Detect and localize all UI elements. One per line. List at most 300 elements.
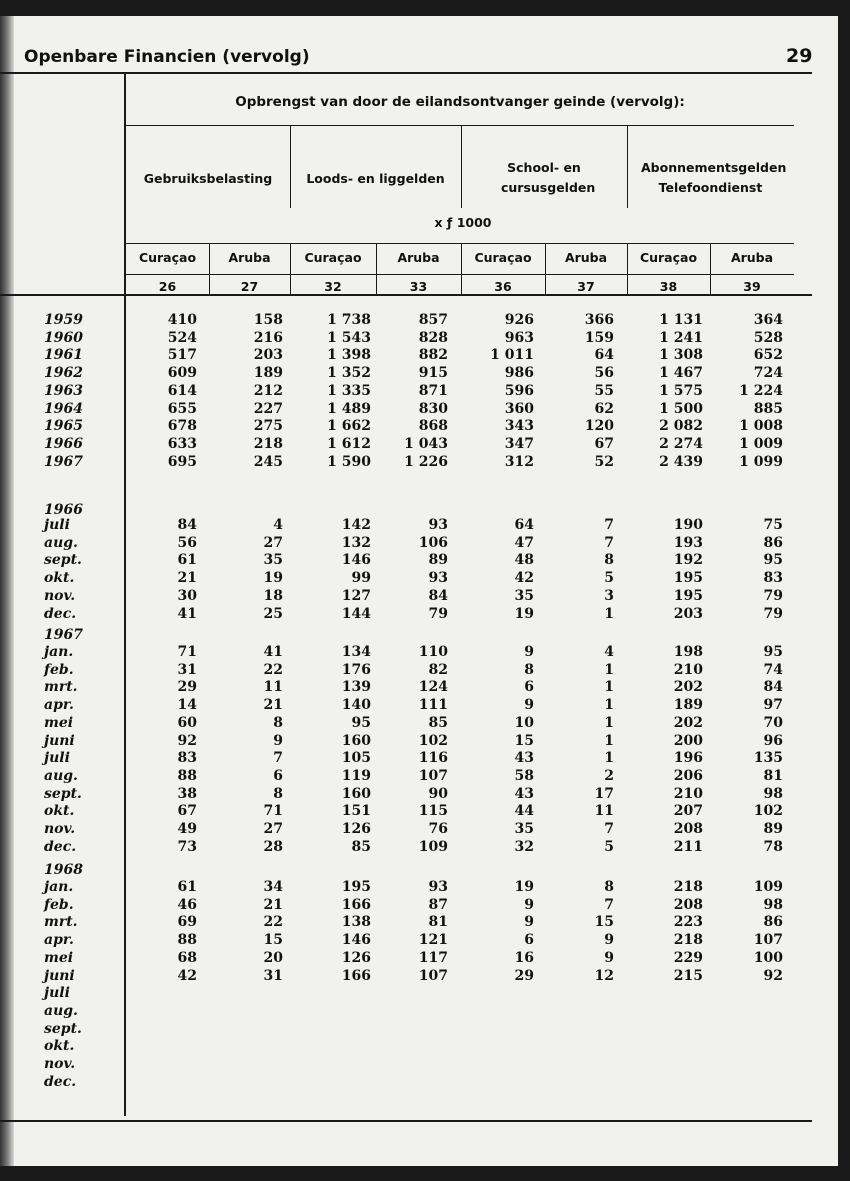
row-label: 1967 (44, 453, 83, 470)
row-label: 1966 (44, 435, 83, 452)
table-cell: 115 (418, 803, 448, 820)
table-cell: 830 (418, 400, 448, 417)
table-cell: 75 (763, 517, 783, 533)
row-label: apr. (44, 932, 74, 949)
table-cell: 73 (177, 838, 197, 855)
table-cell: 15 (263, 932, 283, 949)
row-label: 1960 (44, 329, 83, 346)
table-cell: 49 (177, 821, 197, 837)
table-cell: 9 (604, 932, 614, 949)
table-cell: 99 (351, 570, 371, 587)
column-number: 36 (494, 279, 512, 294)
table-cell: 1 099 (739, 453, 783, 470)
table-cell: 32 (514, 838, 534, 855)
row-label: juni (44, 967, 75, 984)
column-island-header: Aruba (397, 250, 440, 265)
table-cell: 1 575 (659, 382, 703, 399)
table-cell: 82 (428, 661, 448, 678)
table-cell: 132 (341, 534, 371, 551)
table-cell: 210 (673, 661, 703, 678)
table-cell: 88 (177, 932, 197, 949)
table-cell: 724 (753, 365, 783, 382)
row-label: apr. (44, 697, 74, 714)
group-heading-loodsgelden: Loods- en liggelden (306, 171, 445, 186)
table-cell: 41 (177, 605, 197, 622)
table-cell: 275 (253, 418, 283, 435)
table-cell: 109 (418, 838, 448, 855)
table-cell: 140 (341, 697, 371, 714)
table-cell: 68 (177, 949, 197, 966)
table-cell: 1 352 (327, 365, 371, 382)
year-heading: 1968 (44, 862, 83, 878)
table-cell: 868 (418, 418, 448, 435)
column-number: 38 (659, 279, 678, 294)
table-cell: 35 (263, 552, 283, 569)
row-label: feb. (44, 896, 74, 913)
table-cell: 98 (763, 896, 783, 913)
table-cell: 926 (504, 312, 534, 328)
table-cell: 61 (177, 552, 197, 569)
row-label: aug. (44, 767, 78, 784)
table-cell: 2 274 (659, 435, 703, 452)
row-label: dec. (44, 1073, 77, 1090)
table-cell: 84 (428, 587, 448, 604)
table-cell: 120 (584, 418, 614, 435)
table-cell: 86 (763, 914, 783, 931)
row-label: sept. (44, 1020, 82, 1037)
table-cell: 15 (594, 914, 614, 931)
column-number: 37 (577, 279, 595, 294)
table-cell: 64 (594, 347, 614, 364)
table-cell: 8 (273, 714, 283, 731)
row-label: sept. (44, 785, 82, 802)
table-cell: 193 (673, 534, 703, 551)
table-cell: 6 (524, 932, 534, 949)
table-cell: 189 (253, 365, 283, 382)
table-cell: 19 (514, 605, 534, 622)
row-label: dec. (44, 605, 77, 622)
table-cell: 56 (594, 365, 614, 382)
table-cell: 34 (263, 879, 283, 895)
table-cell: 218 (673, 932, 703, 949)
table-cell: 1 335 (327, 382, 371, 399)
section-title: Openbare Financien (vervolg) (24, 47, 310, 67)
row-label: okt. (44, 803, 75, 820)
table-cell: 93 (428, 517, 448, 533)
table-cell: 189 (673, 697, 703, 714)
table-cell: 52 (594, 453, 614, 470)
table-cell: 69 (177, 914, 197, 931)
row-label: 1962 (44, 365, 83, 382)
table-cell: 93 (428, 879, 448, 895)
table-cell: 410 (167, 312, 197, 328)
table-cell: 7 (604, 517, 614, 533)
table-cell: 8 (604, 879, 614, 895)
table-cell: 97 (763, 697, 783, 714)
column-island-header: Curaçao (639, 250, 698, 265)
table-cell: 9 (273, 732, 283, 749)
table-cell: 87 (428, 896, 448, 913)
table-cell: 1 467 (659, 365, 703, 382)
table-cell: 366 (584, 312, 614, 328)
island-rule (126, 274, 794, 275)
table-cell: 203 (673, 605, 703, 622)
table-cell: 111 (418, 697, 448, 714)
row-label: mei (44, 949, 74, 966)
table-cell: 92 (177, 732, 197, 749)
table-cell: 1 226 (404, 453, 448, 470)
table-cell: 79 (763, 587, 783, 604)
table-cell: 652 (753, 347, 783, 364)
table-cell: 1 489 (327, 400, 371, 417)
table-cell: 22 (263, 661, 283, 678)
row-label: dec. (44, 838, 77, 855)
table-cell: 364 (753, 312, 783, 328)
group-heading-gebruiksbelasting: Gebruiksbelasting (143, 171, 273, 186)
table-cell: 29 (514, 967, 534, 984)
table-cell: 2 082 (659, 418, 703, 435)
table-cell: 14 (177, 697, 197, 714)
table-cell: 48 (514, 552, 534, 569)
table-cell: 1 612 (327, 435, 371, 452)
table-cell: 1 308 (659, 347, 703, 364)
table-cell: 84 (177, 517, 197, 533)
table-cell: 7 (273, 750, 283, 767)
table-cell: 1 (604, 714, 614, 731)
table-cell: 1 (604, 697, 614, 714)
table-cell: 828 (418, 329, 448, 346)
table-title: Opbrengst van door de eilandsontvanger geinde (vervolg): (235, 94, 685, 110)
table-cell: 70 (763, 714, 783, 731)
table-cell: 81 (428, 914, 448, 931)
unit-label: x ƒ 1000 (434, 215, 492, 230)
table-cell: 142 (341, 517, 371, 533)
table-cell: 207 (673, 803, 703, 820)
year-heading: 1967 (44, 627, 83, 643)
table-cell: 245 (253, 453, 283, 470)
row-label: juli (44, 517, 70, 533)
table-cell: 190 (673, 517, 703, 533)
table-cell: 528 (753, 329, 783, 346)
row-label: 1963 (44, 382, 83, 399)
table-cell: 1 (604, 661, 614, 678)
table-cell: 144 (341, 605, 371, 622)
column-island-header: Curaçao (138, 250, 197, 265)
table-cell: 19 (514, 879, 534, 895)
table-cell: 6 (524, 679, 534, 696)
row-label: 1964 (44, 400, 83, 417)
table-cell: 9 (524, 644, 534, 660)
year-heading: 1966 (44, 502, 83, 518)
row-label: okt. (44, 1038, 75, 1055)
table-cell: 151 (341, 803, 371, 820)
table-cell: 134 (341, 644, 371, 660)
table-cell: 42 (514, 570, 534, 587)
table-cell: 7 (604, 534, 614, 551)
group-divider (290, 125, 291, 208)
table-cell: 4 (604, 644, 614, 660)
table-cell: 166 (341, 967, 371, 984)
table-cell: 31 (263, 967, 283, 984)
table-cell: 107 (753, 932, 783, 949)
row-label: juli (44, 985, 70, 1002)
group-heading-schoolgelden: School- en cursusgelden (501, 160, 596, 195)
column-number: 32 (324, 279, 342, 294)
table-cell: 195 (673, 587, 703, 604)
table-cell: 76 (428, 821, 448, 837)
table-cell: 20 (263, 949, 283, 966)
table-cell: 127 (341, 587, 371, 604)
table-cell: 198 (673, 644, 703, 660)
top-rule (0, 72, 812, 74)
table-cell: 98 (763, 785, 783, 802)
table-cell: 67 (177, 803, 197, 820)
table-cell: 83 (763, 570, 783, 587)
table-cell: 85 (351, 838, 371, 855)
table-cell: 117 (418, 949, 448, 966)
table-cell: 2 439 (659, 453, 703, 470)
table-cell: 216 (253, 329, 283, 346)
table-cell: 678 (167, 418, 197, 435)
table-cell: 30 (177, 587, 197, 604)
table-cell: 116 (418, 750, 448, 767)
table-cell: 210 (673, 785, 703, 802)
page-binding (0, 16, 14, 1166)
table-cell: 596 (504, 382, 534, 399)
table-cell: 28 (263, 838, 283, 855)
table-cell: 158 (253, 312, 283, 328)
table-cell: 963 (504, 329, 534, 346)
table-cell: 915 (418, 365, 448, 382)
table-cell: 12 (594, 967, 614, 984)
row-label: okt. (44, 570, 75, 587)
table-cell: 192 (673, 552, 703, 569)
table-cell: 1 590 (327, 453, 371, 470)
table-cell: 27 (263, 821, 283, 837)
page-number: 29 (786, 45, 813, 67)
table-cell: 110 (418, 644, 448, 660)
table-cell: 71 (263, 803, 283, 820)
table-cell: 343 (504, 418, 534, 435)
unit-rule (126, 243, 794, 244)
table-cell: 86 (763, 534, 783, 551)
table-cell: 633 (167, 435, 197, 452)
table-cell: 1 224 (739, 382, 783, 399)
table-cell: 15 (514, 732, 534, 749)
table-cell: 4 (273, 517, 283, 533)
document-page (0, 16, 838, 1166)
table-cell: 139 (341, 679, 371, 696)
table-cell: 146 (341, 552, 371, 569)
table-cell: 203 (253, 347, 283, 364)
table-cell: 138 (341, 914, 371, 931)
table-cell: 8 (604, 552, 614, 569)
table-cell: 95 (763, 552, 783, 569)
row-label: aug. (44, 534, 78, 551)
table-cell: 212 (253, 382, 283, 399)
table-cell: 61 (177, 879, 197, 895)
table-cell: 56 (177, 534, 197, 551)
table-cell: 105 (341, 750, 371, 767)
table-cell: 95 (763, 644, 783, 660)
table-cell: 215 (673, 967, 703, 984)
table-cell: 202 (673, 679, 703, 696)
table-cell: 79 (428, 605, 448, 622)
row-label: 1959 (44, 312, 83, 328)
table-cell: 882 (418, 347, 448, 364)
table-cell: 135 (753, 750, 783, 767)
table-cell: 44 (514, 803, 534, 820)
column-number: 39 (743, 279, 761, 294)
row-label: nov. (44, 587, 76, 604)
table-cell: 100 (753, 949, 783, 966)
table-cell: 35 (514, 587, 534, 604)
table-cell: 21 (263, 896, 283, 913)
table-cell: 102 (753, 803, 783, 820)
table-cell: 90 (428, 785, 448, 802)
table-cell: 1 (604, 750, 614, 767)
table-cell: 31 (177, 661, 197, 678)
table-cell: 655 (167, 400, 197, 417)
table-cell: 16 (514, 949, 534, 966)
table-cell: 208 (673, 821, 703, 837)
table-cell: 92 (763, 967, 783, 984)
table-cell: 5 (604, 570, 614, 587)
table-cell: 126 (341, 821, 371, 837)
table-cell: 195 (673, 570, 703, 587)
column-island-header: Aruba (228, 250, 271, 265)
table-cell: 67 (594, 435, 614, 452)
table-cell: 89 (428, 552, 448, 569)
column-island-header: Curaçao (474, 250, 532, 265)
table-cell: 1 500 (659, 400, 703, 417)
table-cell: 1 543 (327, 329, 371, 346)
table-cell: 95 (351, 714, 371, 731)
table-cell: 21 (177, 570, 197, 587)
table-cell: 1 011 (490, 347, 534, 364)
table-cell: 1 662 (327, 418, 371, 435)
table-cell: 93 (428, 570, 448, 587)
table-cell: 11 (263, 679, 283, 696)
table-cell: 81 (763, 767, 783, 784)
column-number: 26 (158, 279, 177, 294)
table-cell: 10 (514, 714, 534, 731)
row-label: mei (44, 714, 74, 731)
table-cell: 8 (273, 785, 283, 802)
table-cell: 35 (514, 821, 534, 837)
table-cell: 21 (263, 697, 283, 714)
column-number: 27 (240, 279, 259, 294)
column-island-header: Aruba (730, 250, 774, 265)
table-cell: 42 (177, 967, 197, 984)
row-label: sept. (44, 552, 82, 569)
column-number: 33 (409, 279, 428, 294)
table-cell: 9 (604, 949, 614, 966)
table-cell: 18 (263, 587, 283, 604)
table-cell: 196 (673, 750, 703, 767)
table-cell: 517 (167, 347, 197, 364)
table-cell: 25 (263, 605, 283, 622)
table-cell: 312 (504, 453, 534, 470)
table-cell: 79 (763, 605, 783, 622)
table-cell: 11 (594, 803, 614, 820)
table-cell: 160 (341, 785, 371, 802)
table-cell: 360 (504, 400, 534, 417)
table-cell: 159 (584, 329, 614, 346)
table-cell: 200 (673, 732, 703, 749)
table-cell: 43 (514, 750, 534, 767)
header-inner-rule (126, 125, 794, 126)
table-cell: 43 (514, 785, 534, 802)
table-cell: 41 (263, 644, 283, 660)
table-cell: 609 (167, 365, 197, 382)
left-vertical-rule (124, 74, 126, 1116)
table-cell: 195 (341, 879, 371, 895)
table-cell: 1 (604, 732, 614, 749)
table-cell: 871 (418, 382, 448, 399)
table-cell: 102 (418, 732, 448, 749)
table-cell: 160 (341, 732, 371, 749)
table-cell: 524 (167, 329, 197, 346)
column-island-header: Aruba (564, 250, 608, 265)
table-cell: 58 (514, 767, 534, 784)
row-label: aug. (44, 1002, 78, 1019)
table-cell: 124 (418, 679, 448, 696)
table-cell: 223 (673, 914, 703, 931)
table-cell: 1 (604, 605, 614, 622)
table-cell: 695 (167, 453, 197, 470)
table-cell: 146 (341, 932, 371, 949)
table-cell: 55 (594, 382, 614, 399)
row-label: nov. (44, 821, 76, 837)
table-cell: 166 (341, 896, 371, 913)
row-label: nov. (44, 1056, 76, 1072)
table-cell: 29 (177, 679, 197, 696)
table-cell: 38 (177, 785, 197, 802)
table-cell: 2 (604, 767, 614, 784)
table-cell: 218 (673, 879, 703, 895)
table-cell: 46 (177, 896, 197, 913)
table-cell: 109 (753, 879, 783, 895)
table-cell: 857 (418, 312, 448, 328)
table-cell: 1 398 (327, 347, 371, 364)
group-heading-abonnementsgelden: Abonnementsgelden Telefoondienst (641, 160, 787, 195)
table-cell: 176 (341, 661, 371, 678)
table-cell: 885 (753, 400, 783, 417)
table-cell: 64 (514, 517, 534, 533)
row-label: 1965 (44, 418, 83, 435)
table-cell: 986 (504, 365, 534, 382)
table-cell: 1 738 (327, 312, 371, 328)
table-cell: 5 (604, 838, 614, 855)
table-cell: 88 (177, 767, 197, 784)
table-cell: 227 (253, 400, 283, 417)
table-cell: 347 (504, 435, 534, 452)
table-cell: 208 (673, 896, 703, 913)
table-cell: 47 (514, 534, 534, 551)
row-label: mrt. (44, 914, 78, 931)
table-cell: 7 (604, 821, 614, 837)
table-cell: 229 (673, 949, 703, 966)
table-cell: 22 (263, 914, 283, 931)
table-cell: 83 (177, 750, 197, 767)
table-cell: 206 (673, 767, 703, 784)
table-cell: 6 (273, 767, 283, 784)
table-cell: 218 (253, 435, 283, 452)
table-cell: 19 (263, 570, 283, 587)
table-cell: 119 (341, 767, 371, 784)
table-cell: 211 (673, 838, 703, 855)
